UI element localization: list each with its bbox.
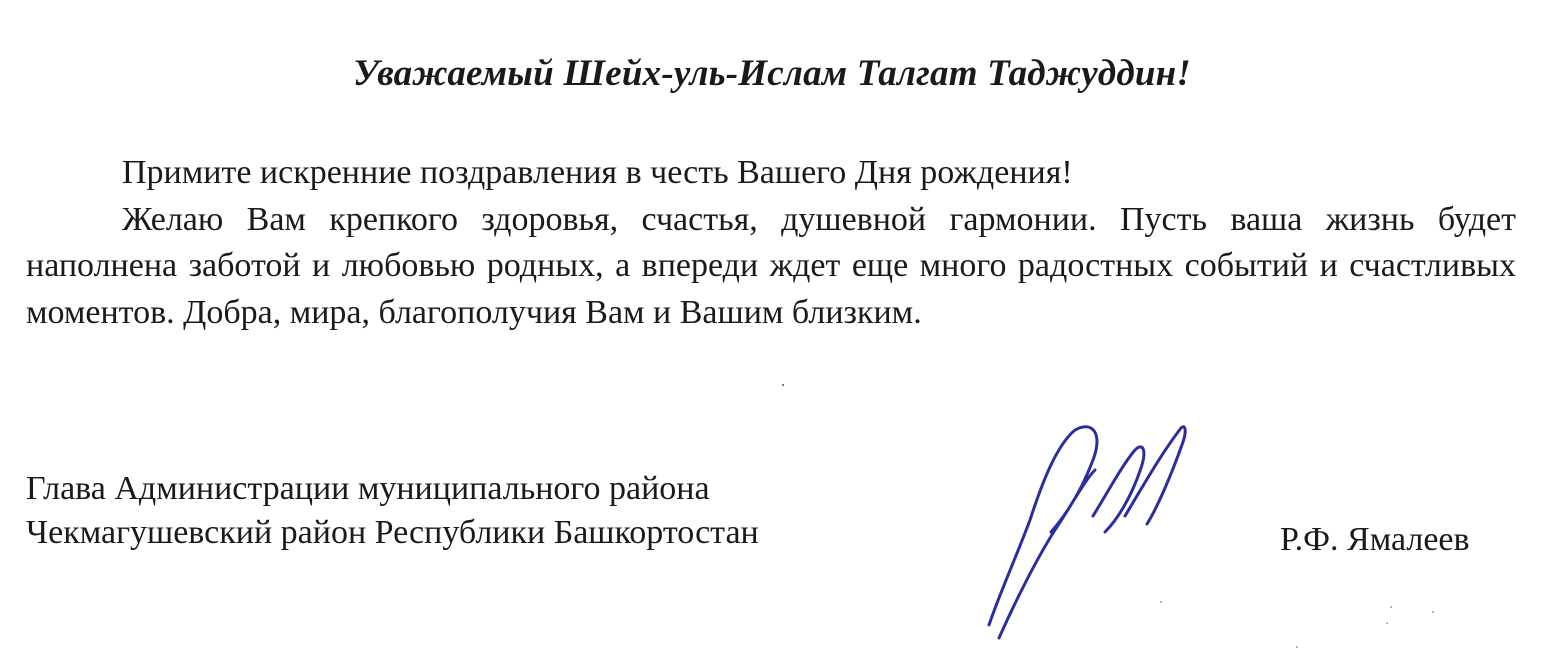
scan-speck xyxy=(1432,611,1434,613)
letter-salutation: Уважаемый Шейх-уль-Ислам Талгат Таджуддин! xyxy=(352,53,1192,94)
letter-body xyxy=(26,150,1516,336)
sender-title-line: Глава Администрации муниципального района xyxy=(26,470,710,507)
body-paragraph-greeting: Примите искренние поздравления в честь Вашего Дня рождения! xyxy=(122,154,1073,191)
sender-title xyxy=(26,467,759,555)
handwritten-signature xyxy=(975,420,1200,645)
scan-speck xyxy=(1296,646,1298,648)
sender-name: Р.Ф. Ямалеев xyxy=(1280,521,1470,558)
body-paragraph-wishes: Желаю Вам крепкого здоровья, счастья, душевной гармонии. Пусть ваша жизнь будет наполнена заботой и любовью родных, а впереди ждет еще много радостных событий и счастливых моментов. Добра, мира, благополучия Вам и Вашим близким. xyxy=(26,200,1516,331)
sender-title-line: Чекмагушевский район Республики Башкортостан xyxy=(26,514,759,551)
scan-speck xyxy=(1160,601,1162,603)
scan-speck xyxy=(1386,622,1388,624)
scan-speck xyxy=(1390,606,1392,608)
scan-speck xyxy=(782,384,784,386)
